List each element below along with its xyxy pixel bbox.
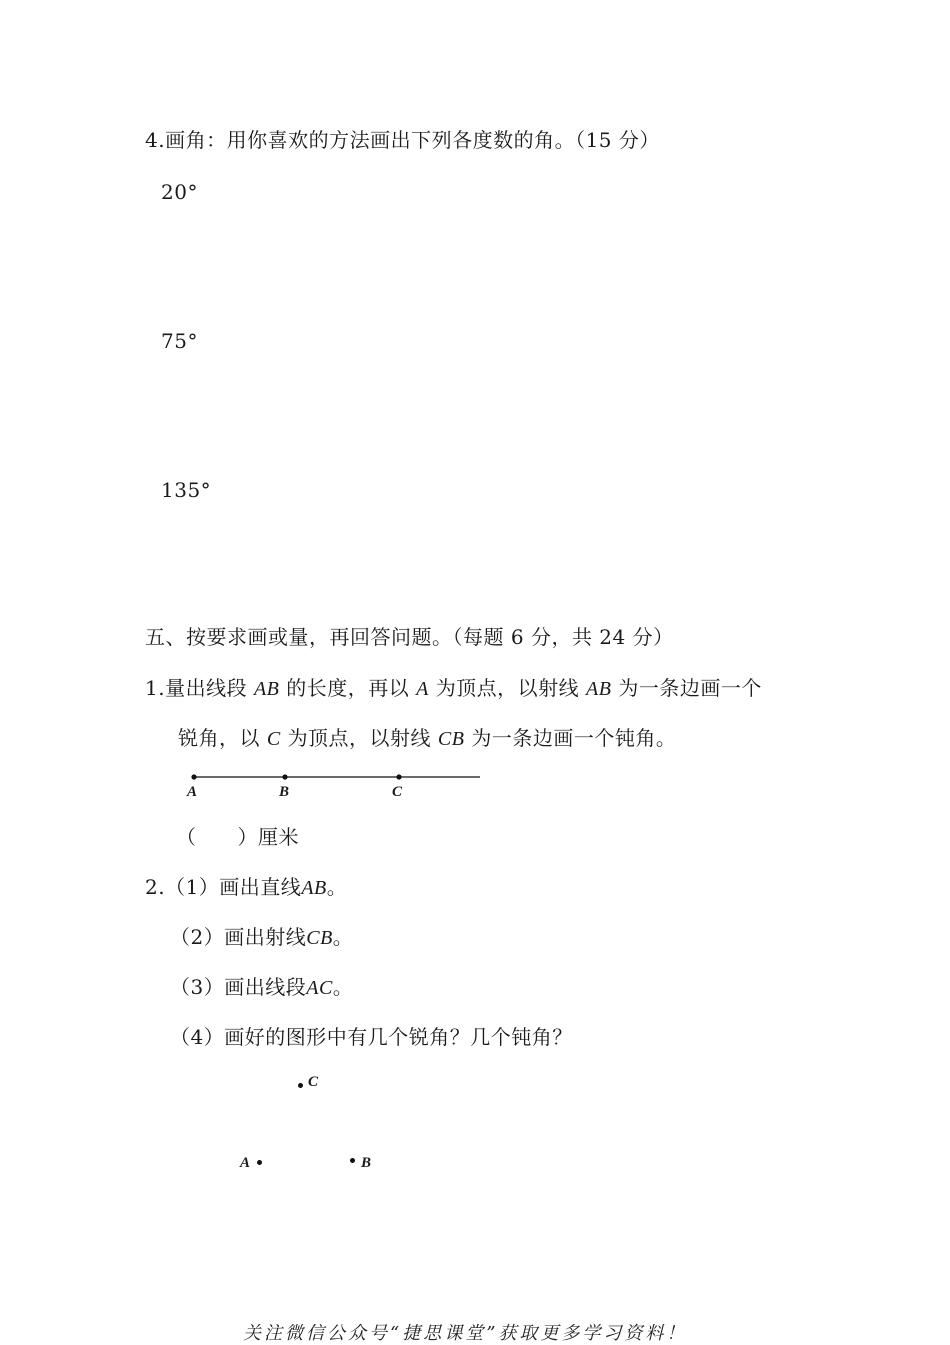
q2-text: 2.（1）画出直线 <box>145 875 302 899</box>
q1-text: 为一条边画一个 <box>618 676 762 700</box>
q2-sub3 <box>170 975 353 1000</box>
q2-text: （2）画出射线 <box>170 925 307 949</box>
q2-text: （3）画出线段 <box>170 975 307 999</box>
q1-text: 为顶点，以射线 <box>435 676 580 700</box>
q1-text: 的长度，再以 <box>286 676 410 700</box>
q1-text: 1.量出线段 <box>145 676 248 700</box>
point-a-label: A <box>187 784 198 800</box>
q2-var: AB <box>301 877 327 899</box>
q2-text: 。 <box>332 925 354 949</box>
q2-point-b <box>350 1158 355 1163</box>
q2-point-c-label: C <box>308 1074 319 1090</box>
angle-label-75: 75° <box>161 329 198 353</box>
point-c-label: C <box>392 784 403 800</box>
q2-var: AC <box>306 977 333 999</box>
q4-heading: 4.画角：用你喜欢的方法画出下列各度数的角。（15 分） <box>145 128 660 152</box>
q1-var: A <box>416 678 429 700</box>
footer-note: 关注微信公众号“捷思课堂”获取更多学习资料！ <box>243 1323 688 1344</box>
q2-text: 。 <box>332 975 354 999</box>
q2-sub1 <box>145 875 347 900</box>
q2-point-b-label: B <box>361 1155 372 1171</box>
angle-label-135: 135° <box>161 478 212 502</box>
q2-text: 。 <box>326 875 348 899</box>
q1-text: 为一条边画一个钝角。 <box>471 726 677 750</box>
q1-var: CB <box>437 728 465 750</box>
point-b-label: B <box>279 784 290 800</box>
q2-sub2 <box>170 925 353 950</box>
q2-sub4: （4）画好的图形中有几个锐角？几个钝角？ <box>170 1025 573 1049</box>
section5-heading: 五、按要求画或量，再回答问题。（每题 6 分，共 24 分） <box>145 625 674 649</box>
q1-text: 为顶点，以射线 <box>287 726 432 750</box>
q2-point-a <box>257 1160 262 1165</box>
q1-answer: （ ）厘米 <box>176 825 299 849</box>
point-b <box>282 774 287 779</box>
point-a <box>191 774 196 779</box>
q2-point-a-label: A <box>240 1155 251 1171</box>
q2-point-c <box>298 1083 303 1088</box>
q1-text: 锐角，以 <box>178 726 260 750</box>
q1-var: C <box>266 728 281 750</box>
q1-var: AB <box>586 678 612 700</box>
angle-label-20: 20° <box>161 180 198 204</box>
point-c <box>396 774 401 779</box>
q2-var: CB <box>306 927 333 949</box>
q1-var: AB <box>253 678 280 700</box>
